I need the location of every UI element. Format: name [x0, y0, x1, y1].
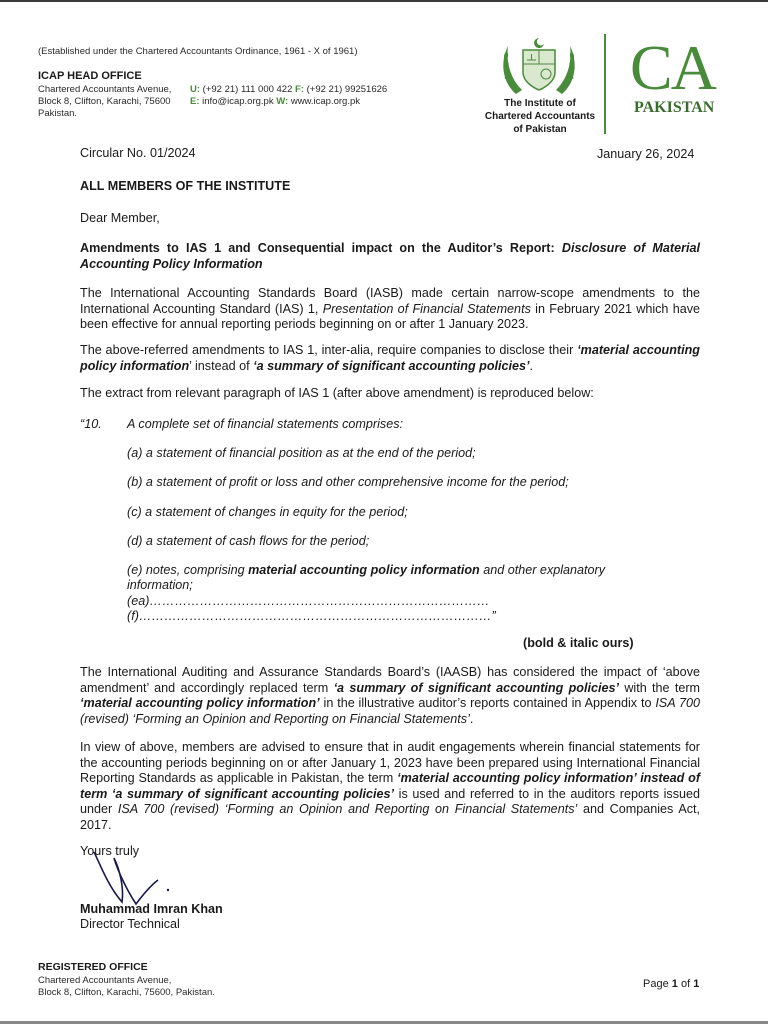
quote-intro: A complete set of financial statements comprises: [127, 417, 404, 431]
circular-number: Circular No. 01/2024 [80, 146, 196, 160]
ca-country: PAKISTAN [634, 99, 715, 116]
page-indicator: Page 1 of 1 [643, 978, 700, 990]
paragraph-2: The above-referred amendments to IAS 1, inter-alia, require companies to disclose their ‘material accounting policy information’ instead of ‘a summary of significant accounting policies’. [80, 343, 700, 373]
institute-name: The Institute of Chartered Accountants of Pakistan [484, 98, 596, 135]
quote-item-e: (e) notes, comprising material accounting policy information and other explanatory information; [127, 563, 606, 592]
paragraph-5: In view of above, members are advised to ensure that in audit engagements wherein financial statements for the accounting periods beginning on or after January 1, 2023 have been prepared using International Financial Reporting Standards as applicable in Pakistan, the term ‘material accounting policy information’ instead of term ‘a summary of significant accounting policies’ is used and referred to in the auditors reports issued under ISA 700 (revised) ‘Forming an Opinion and Reporting on Financial Statements’ and Companies Act, 2017. [80, 740, 701, 832]
header-divider [604, 34, 606, 134]
registered-office-address: Chartered Accountants Avenue, Block 8, Clifton, Karachi, 75600, Pakistan. [38, 975, 215, 998]
top-border [0, 0, 768, 2]
signer-title: Director Technical [80, 917, 180, 931]
quote-item-b: (b) a statement of profit or loss and other comprehensive income for the period; [127, 475, 569, 489]
fax-value: (+92 21) 99251626 [306, 84, 388, 95]
registered-office-title: REGISTERED OFFICE [38, 961, 148, 973]
ca-logo: CA [630, 32, 715, 103]
quote-item-a: (a) a statement of financial position as at the end of the period; [127, 446, 476, 460]
quote-item-d: (d) a statement of cash flows for the period; [127, 534, 370, 548]
quote-item-ea: (ea)……………………………………………………………………… [127, 594, 490, 608]
letter-date: January 26, 2024 [597, 147, 695, 161]
paragraph-4: The International Auditing and Assurance Standards Board’s (IAASB) has considered the impact of ‘above amendment’ and accordingly replaced term ‘a summary of significant accounting policies’ with the term ‘material accounting policy information’ in the illustrative auditor’s reports contained in Appendix to ISA 700 (revised) ‘Forming an Opinion and Reporting on Financial Statements’. [80, 665, 701, 726]
email-value: info@icap.org.pk [202, 96, 274, 107]
website-value: www.icap.org.pk [290, 96, 360, 107]
addressee: ALL MEMBERS OF THE INSTITUTE [80, 179, 291, 193]
closing: Yours truly [80, 844, 140, 858]
office-title: ICAP HEAD OFFICE [38, 70, 142, 82]
paragraph-1: The International Accounting Standards Board (IASB) made certain narrow-scope amendments to the International Accounting Standard (IAS) 1, Presentation of Financial Statements in February 2021 which have been effective for annual reporting periods beginning on or after 1 January 2023. [80, 286, 701, 331]
paragraph-3: The extract from relevant paragraph of IAS 1 (after above amendment) is reproduced below: [80, 386, 594, 400]
signature-icon [80, 848, 190, 910]
quote-number: “10. [80, 417, 102, 431]
quote-item-f: (f)…………………………………………………………………………” [127, 609, 496, 623]
established-note: (Established under the Chartered Accountants Ordinance, 1961 - X of 1961) [38, 46, 358, 57]
salutation: Dear Member, [80, 211, 160, 225]
subject-line: Amendments to IAS 1 and Consequential impact on the Auditor’s Report: Disclosure of Material Accounting Policy Information [80, 241, 701, 271]
institute-crest-icon [496, 36, 582, 98]
signer-name: Muhammad Imran Khan [80, 902, 223, 916]
quote-item-c: (c) a statement of changes in equity for the period; [127, 505, 408, 519]
contact-info: U: (+92 21) 111 000 422 F: (+92 21) 99251626 E: info@icap.org.pk W: www.icap.org.pk [190, 84, 388, 107]
emphasis-note: (bold & italic ours) [523, 636, 634, 650]
office-address: Chartered Accountants Avenue, Block 8, Clifton, Karachi, 75600 Pakistan. [38, 84, 172, 119]
phone-value: (+92 21) 111 000 422 [202, 84, 293, 95]
